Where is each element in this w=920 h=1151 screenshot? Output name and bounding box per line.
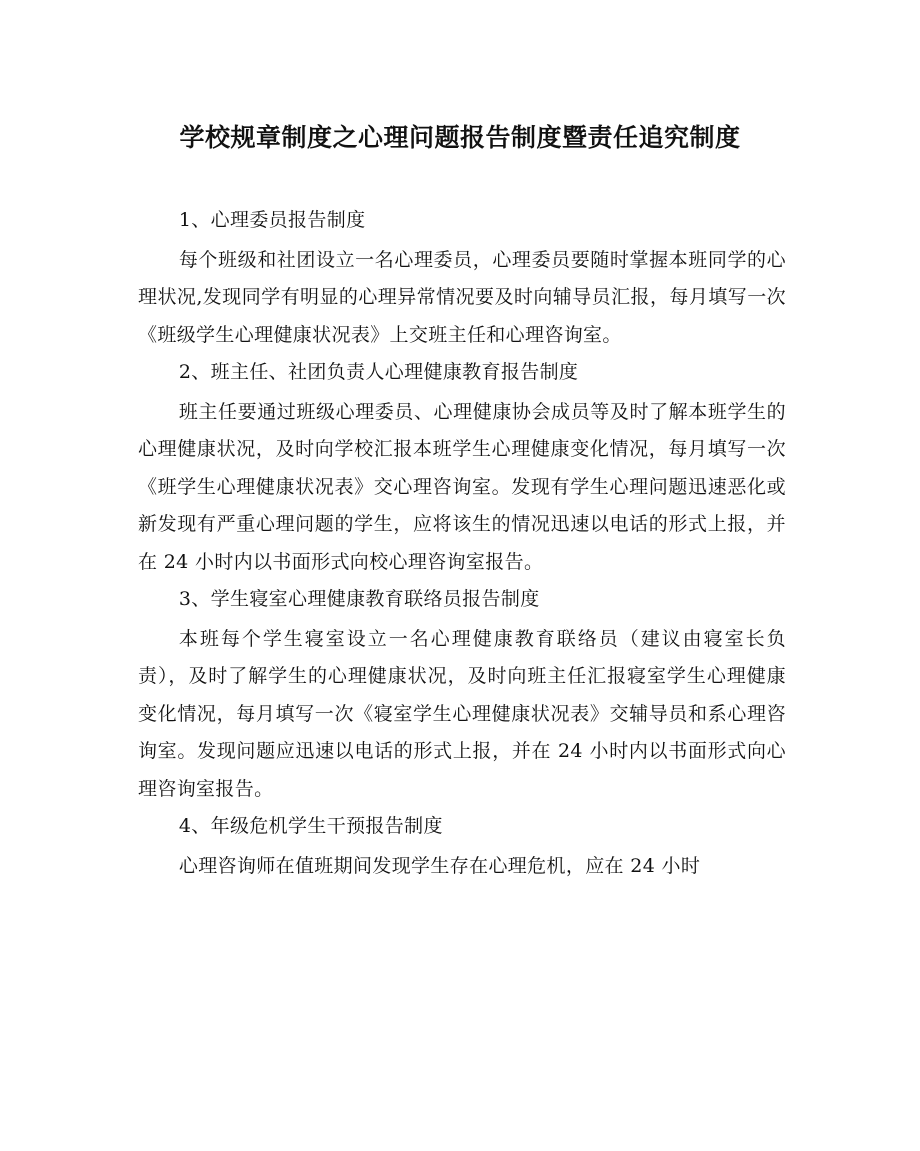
- section-heading: 2、班主任、社团负责人心理健康教育报告制度: [178, 361, 579, 383]
- section-paragraph: 每个班级和社团设立一名心理委员，心理委员要随时掌握本班同学的心理状况,发现同学有明显的心理异常情况要及时向辅导员汇报，每月填写一次《班级学生心理健康状况表》上交班主任和心理咨询室。: [138, 248, 786, 346]
- document-title: 学校规章制度之心理问题报告制度暨责任追究制度: [179, 123, 741, 152]
- section-paragraph: 班主任要通过班级心理委员、心理健康协会成员等及时了解本班学生的心理健康状况，及时向学校汇报本班学生心理健康变化情况，每月填写一次《班学生心理健康状况表》交心理咨询室。发现有学生心理问题迅速恶化或新发现有严重心理问题的学生，应将该生的情况迅速以电话的形式上报，并在 24 小时内以书面形式向校心理咨询室报告。: [138, 400, 786, 573]
- section-2: [138, 354, 786, 581]
- section-3: [138, 581, 786, 808]
- document-body: [138, 202, 786, 885]
- section-heading: 3、学生寝室心理健康教育联络员报告制度: [178, 588, 540, 610]
- section-heading: 4、年级危机学生干预报告制度: [178, 815, 443, 837]
- section-heading: 1、心理委员报告制度: [178, 209, 366, 231]
- section-4: [138, 808, 786, 885]
- section-paragraph: 心理咨询师在值班期间发现学生存在心理危机，应在 24 小时: [178, 854, 701, 877]
- section-1: [138, 202, 786, 354]
- section-paragraph: 本班每个学生寝室设立一名心理健康教育联络员（建议由寝室长负责），及时了解学生的心理健康状况，及时向班主任汇报寝室学生心理健康变化情况，每月填写一次《寝室学生心理健康状况表》交辅导员和系心理咨询室。发现问题应迅速以电话的形式上报，并在 24 小时内以书面形式向心理咨询室报告。: [138, 627, 786, 800]
